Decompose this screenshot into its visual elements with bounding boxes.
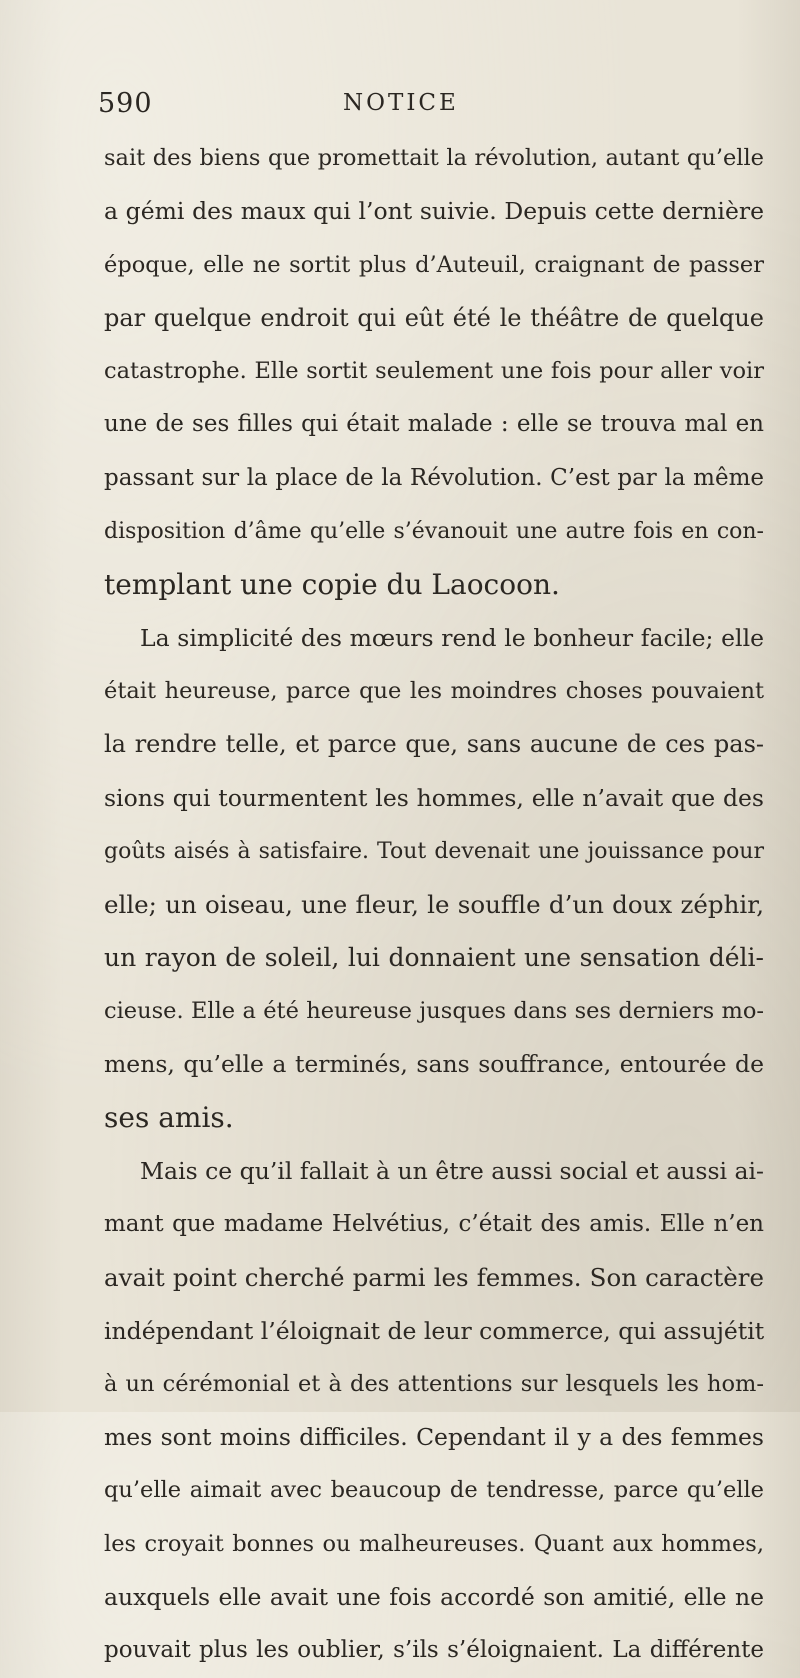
text-line: par quelque endroit qui eût été le théâtre de quelque bbox=[104, 303, 764, 332]
text-line: époque, elle ne sortit plus d’Auteuil, craignant de passer bbox=[104, 251, 764, 278]
text-line: catastrophe. Elle sortit seulement une fois pour aller voir bbox=[104, 358, 764, 385]
text-line: elle; un oiseau, une fleur, le souffle d’un doux zéphir, bbox=[104, 890, 764, 920]
section-title: NOTICE bbox=[343, 90, 459, 116]
text-line: indépendant l’éloignait de leur commerce, qui assujétit bbox=[104, 1316, 765, 1345]
text-line: auxquels elle avait une fois accordé son amitié, elle ne bbox=[104, 1583, 764, 1612]
text-line: pouvait plus les oublier, s’ils s’éloignaient. La différente bbox=[104, 1637, 764, 1664]
text-line: à un cérémonial et à des attentions sur lesquels les hom- bbox=[104, 1370, 764, 1397]
text-line: sait des biens que promettait la révolution, autant qu’elle bbox=[104, 145, 764, 171]
paragraph-start: Mais ce qu’il fallait à un être aussi social et aussi ai- bbox=[140, 1156, 764, 1185]
text-line: goûts aisés à satisfaire. Tout devenait une jouissance pour bbox=[104, 838, 764, 864]
text-line: une de ses filles qui était malade : elle se trouva mal en bbox=[104, 411, 764, 438]
running-head bbox=[98, 88, 698, 128]
text-line: a gémi des maux qui l’ont suivie. Depuis cette dernière bbox=[104, 197, 764, 226]
text-line: mes sont moins difficiles. Cependant il y a des femmes bbox=[104, 1423, 764, 1452]
text-line: templant une copie du Laocoon. bbox=[104, 568, 560, 602]
paragraph-start: La simplicité des mœurs rend le bonheur facile; elle bbox=[140, 623, 764, 652]
body-text bbox=[104, 132, 764, 1678]
text-line: était heureuse, parce que les moindres choses pouvaient bbox=[104, 677, 764, 704]
text-line: qu’elle aimait avec beaucoup de tendresse, parce qu’elle bbox=[104, 1477, 764, 1504]
text-line: mant que madame Helvétius, c’était des amis. Elle n’en bbox=[104, 1210, 764, 1237]
text-line: disposition d’âme qu’elle s’évanouit une autre fois en con- bbox=[104, 519, 764, 545]
page-number: 590 bbox=[98, 88, 153, 119]
text-line: mens, qu’elle a terminés, sans souffrance, entourée de bbox=[104, 1050, 764, 1079]
text-line: un rayon de soleil, lui donnaient une sensation déli- bbox=[104, 943, 764, 973]
text-line: les croyait bonnes ou malheureuses. Quant aux hommes, bbox=[104, 1530, 764, 1557]
text-line: la rendre telle, et parce que, sans aucune de ces pas- bbox=[104, 730, 764, 759]
text-line: ses amis. bbox=[104, 1101, 234, 1135]
text-line: avait point cherché parmi les femmes. Son caractère bbox=[104, 1263, 764, 1293]
text-line: passant sur la place de la Révolution. C’est par la même bbox=[104, 464, 764, 491]
text-line: sions qui tourmentent les hommes, elle n’avait que des bbox=[104, 783, 764, 812]
text-line: cieuse. Elle a été heureuse jusques dans ses derniers mo- bbox=[104, 997, 764, 1024]
